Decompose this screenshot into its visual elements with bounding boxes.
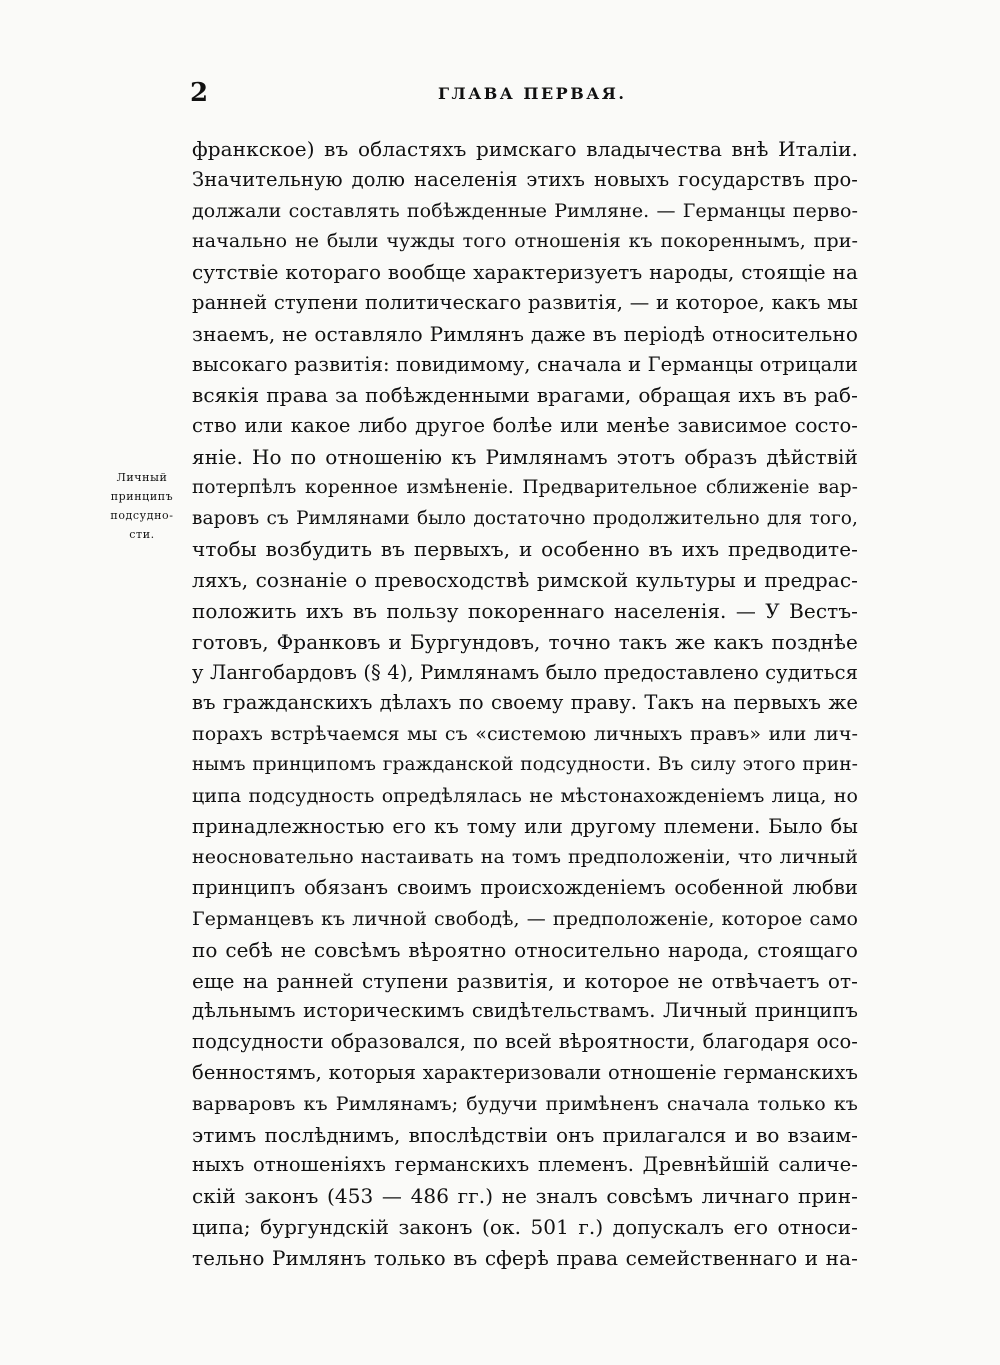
text-line: принадлежностью его къ тому или другому племени. Было бы xyxy=(192,814,858,838)
text-line: чтобы возбудить въ первыхъ, и особенно въ ихъ предводите- xyxy=(192,537,858,562)
marginal-note-line: Личный xyxy=(116,471,168,484)
text-line: тельно Римлянъ только въ сферѣ права семейственнаго и на- xyxy=(192,1245,858,1270)
text-line: въ гражданскихъ дѣлахъ по своему праву. Такъ на первыхъ же xyxy=(192,691,858,715)
marginal-note-line: сти. xyxy=(129,528,155,541)
marginal-note xyxy=(100,468,184,544)
text-line: положить ихъ въ пользу покореннаго населенія. — У Вестъ- xyxy=(192,598,858,623)
text-line: еще на ранней ступени развитія, и которое не отвѣчаетъ от- xyxy=(192,968,858,993)
text-line: принципъ обязанъ своимъ происхожденіемъ особенной любви xyxy=(192,876,858,900)
text-line: франкское) въ областяхъ римскаго владычества внѣ Италіи. xyxy=(192,137,858,161)
marginal-note-line: принципъ xyxy=(110,490,174,503)
text-line: ципа; бургундскій законъ (ок. 501 г.) допускалъ его относи- xyxy=(192,1214,858,1239)
text-line: потерпѣлъ коренное измѣненіе. Предварительное сближеніе вар- xyxy=(192,476,858,498)
text-line: ныхъ отношеніяхъ германскихъ племенъ. Древнѣйшій саличе- xyxy=(192,1153,858,1177)
text-line: порахъ встрѣчаемся мы съ «системою личныхъ правъ» или лич- xyxy=(192,723,858,746)
text-line: скій законъ (453 — 486 гг.) не зналъ совсѣмъ личнаго прин- xyxy=(192,1184,858,1209)
body-text xyxy=(192,134,858,1273)
marginal-note-line: подсудно- xyxy=(110,509,174,522)
text-line: должали составлять побѣжденные Римляне. — Германцы перво- xyxy=(192,199,858,222)
text-line: у Лангобардовъ (§ 4), Римлянамъ было предоставлено судиться xyxy=(192,660,858,684)
text-line: ципа подсудность опредѣлялась не мѣстонахожденіемъ лица, но xyxy=(192,784,858,807)
text-line: варовъ съ Римлянами было достаточно продолжительно для того, xyxy=(192,507,858,529)
text-line: дѣльнымъ историческимъ свидѣтельствамъ. Личный принципъ xyxy=(192,999,858,1023)
text-line: начально не были чужды того отношенія къ покореннымъ, при- xyxy=(192,230,858,253)
running-header xyxy=(190,76,858,110)
text-line: Значительную долю населенія этихъ новыхъ государствъ про- xyxy=(192,167,858,191)
text-line: неосновательно настаивать на томъ предположеніи, что личный xyxy=(192,846,858,869)
text-line: высокаго развитія: повидимому, сначала и Германцы отрицали xyxy=(192,352,858,376)
text-line: бенностямъ, которыя характеризовали отношеніе германскихъ xyxy=(192,1060,858,1084)
text-line: Германцевъ къ личной свободѣ, — предположеніе, которое само xyxy=(192,907,858,930)
text-line: этимъ послѣднимъ, впослѣдствіи онъ прилагался и во взаим- xyxy=(192,1122,858,1147)
text-line: сутствіе котораго вообще характеризуетъ народы, стоящіе на xyxy=(192,260,858,285)
text-line: знаемъ, не оставляло Римлянъ даже въ періодѣ относительно xyxy=(192,321,858,346)
text-line: ство или какое либо другое болѣе или менѣе зависимое состо- xyxy=(192,414,858,438)
text-line: варваровъ къ Римлянамъ; будучи примѣненъ сначала только къ xyxy=(192,1092,858,1115)
text-line: по себѣ не совсѣмъ вѣроятно относительно народа, стоящаго xyxy=(192,937,858,962)
text-line: яніе. Но по отношенію къ Римлянамъ этотъ образъ дѣйствій xyxy=(192,444,858,469)
page-number: 2 xyxy=(190,78,209,108)
text-line: готовъ, Франковъ и Бургундовъ, точно такъ же какъ позднѣе xyxy=(192,629,858,654)
chapter-title: ГЛАВА ПЕРВАЯ. xyxy=(438,84,627,103)
text-line: всякія права за побѣжденными врагами, обращая ихъ въ раб- xyxy=(192,383,858,408)
text-line: нымъ принципомъ гражданской подсудности. Въ силу этого прин- xyxy=(192,753,858,775)
text-line: подсудности образовался, по всей вѣроятности, благодаря осо- xyxy=(192,1030,858,1054)
text-line: ранней ступени политическаго развитія, — и которое, какъ мы xyxy=(192,290,858,314)
text-line: ляхъ, сознаніе о превосходствѣ римской культуры и предрас- xyxy=(192,568,858,593)
